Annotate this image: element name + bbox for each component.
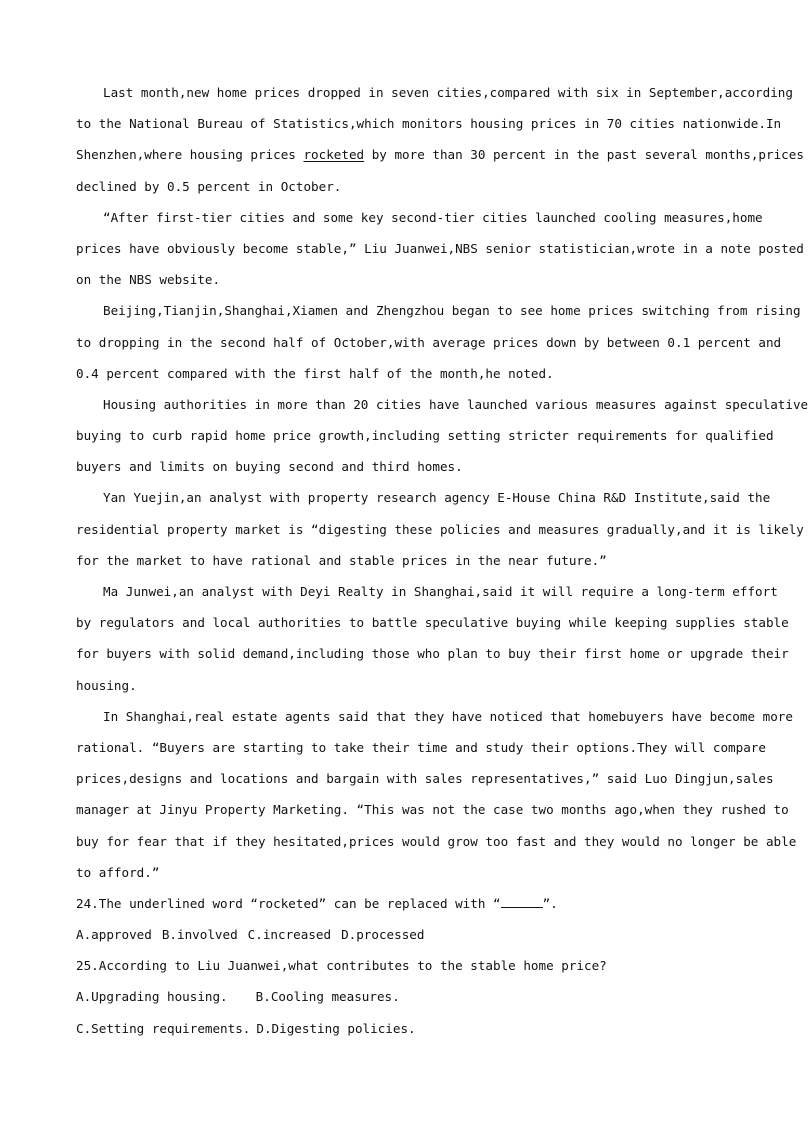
text-line: buying to curb rapid home price growth,including setting stricter requirements for qualified [76,428,774,444]
text-line: 0.4 percent compared with the first half of the month,he noted. [76,365,554,381]
text-line: declined by 0.5 percent in October. [76,178,342,194]
text-span: by more than 30 percent in the past several months,prices [364,147,804,163]
text-line: Beijing,Tianjin,Shanghai,Xiamen and Zhengzhou began to see home prices switching from rising [103,303,801,319]
text-line: residential property market is “digesting these policies and measures gradually,and it is likely [76,521,804,537]
text-line: for the market to have rational and stable prices in the near future.” [76,552,607,568]
text-line: rational. “Buyers are starting to take their time and study their options.They will compare [76,739,766,755]
stem-text: ”. [542,895,558,911]
underlined-word: rocketed [303,147,365,163]
text-line [76,139,804,170]
question-stem [76,888,726,919]
question-options [76,1013,726,1044]
option-d: D.processed [341,927,425,943]
option-b: B.involved [161,927,238,943]
paragraph-7 [76,701,797,888]
paragraph-2 [76,202,804,296]
text-span: Shenzhen,where housing prices [76,147,304,163]
question-options [76,919,726,950]
text-line: manager at Jinyu Property Marketing. “This was not the case two months ago,when they rushed to [76,802,789,818]
text-line: housing. [76,677,137,693]
question-options [76,981,726,1012]
answer-blank [501,896,543,908]
text-line: to afford.” [76,864,160,880]
option-d: D.Digesting policies. [256,1020,416,1036]
text-line: In Shanghai,real estate agents said that they have noticed that homebuyers have become more [103,708,793,724]
text-line: buyers and limits on buying second and third homes. [76,459,463,475]
text-line: Last month,new home prices dropped in seven cities,compared with six in September,according [103,85,793,100]
text-line: to dropping in the second half of October,with average prices down by between 0.1 percent and [76,334,782,350]
text-line: for buyers with solid demand,including those who plan to buy their first home or upgrade their [76,646,789,662]
text-line: “After first-tier cities and some key second-tier cities launched cooling measures,home [103,209,763,225]
option-a: A.Upgrading housing. [76,989,228,1005]
paragraph-1 [76,77,804,202]
option-c: C.Setting requirements. [76,1020,251,1036]
text-line: Housing authorities in more than 20 cities have launched various measures against speculative [103,396,808,412]
text-line: prices have obviously become stable,” Liu Juanwei,NBS senior statistician,wrote in a note posted [76,240,804,256]
paragraph-5 [76,482,804,576]
text-line: on the NBS website. [76,272,221,288]
paragraph-6 [76,576,789,701]
paragraph-3 [76,295,801,389]
text-line: by regulators and local authorities to battle speculative buying while keeping supplies stable [76,615,789,631]
option-b: B.Cooling measures. [255,989,400,1005]
text-line: Ma Junwei,an analyst with Deyi Realty in Shanghai,said it will require a long-term effort [103,584,778,599]
text-line: buy for fear that if they hesitated,prices would grow too fast and they would no longer be able [76,833,797,849]
stem-text: 24.The underlined word “rocketed” can be replaced with “ [76,895,501,911]
document-page [76,77,808,1044]
question-stem: 25.According to Liu Juanwei,what contributes to the stable home price? [76,958,607,974]
option-c: C.increased [247,927,332,943]
text-line: prices,designs and locations and bargain with sales representatives,” said Luo Dingjun,sales [76,771,774,787]
text-line: Yan Yuejin,an analyst with property research agency E-House China R&D Institute,said the [103,490,771,506]
question-25 [76,950,726,1044]
paragraph-4 [76,389,808,483]
option-a: A.approved [76,927,152,943]
question-24 [76,888,726,950]
text-line: to the National Bureau of Statistics,which monitors housing prices in 70 cities nationwide.In [76,116,782,132]
